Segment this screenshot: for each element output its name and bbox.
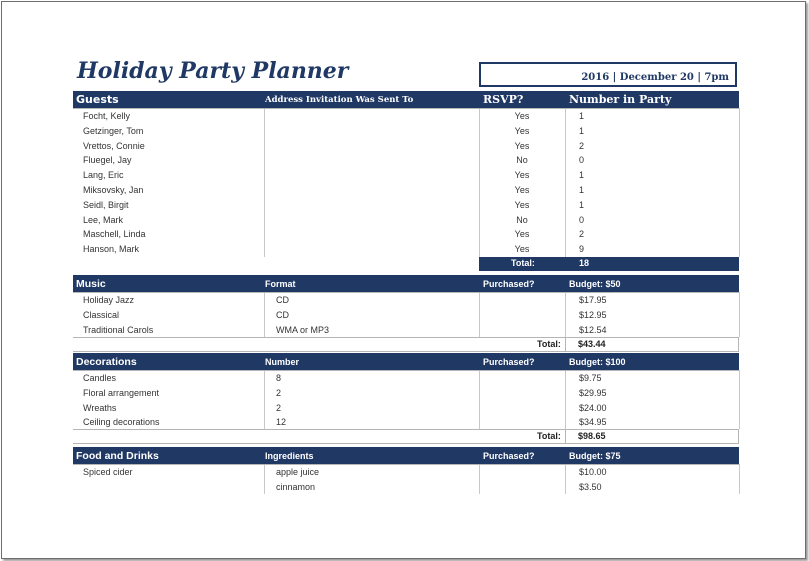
page-title: Holiday Party Planner (77, 58, 349, 84)
music-total-label: Total: (537, 339, 561, 349)
food-section (73, 447, 739, 494)
music-cost: $12.95 (579, 309, 607, 320)
decoration-row (73, 370, 739, 386)
decorations-purchased-heading: Purchased? (483, 357, 535, 367)
food-detail: cinnamon (276, 481, 316, 492)
music-total-row (73, 337, 739, 352)
decorations-heading: Decorations (76, 356, 137, 368)
guest-row (73, 213, 739, 228)
decorations-list (73, 370, 739, 429)
guest-rsvp: Yes (514, 140, 530, 151)
guest-row (73, 183, 739, 198)
decorations-total-value: $98.65 (578, 431, 606, 441)
decorations-section (73, 353, 739, 444)
decoration-cost: $9.75 (579, 373, 602, 383)
guest-rsvp: Yes (514, 199, 530, 210)
music-purchased-heading: Purchased? (483, 279, 535, 289)
decorations-total-row (73, 429, 739, 444)
decoration-row (73, 401, 739, 416)
guest-name: Hanson, Mark (83, 244, 140, 255)
decoration-row (73, 415, 739, 430)
food-budget-heading: Budget: $75 (569, 451, 621, 461)
decorations-budget-heading: Budget: $100 (569, 357, 626, 367)
food-cost: $10.00 (579, 467, 607, 477)
music-row (73, 292, 739, 308)
guests-heading: Guests (76, 93, 119, 106)
guest-rsvp: Yes (514, 170, 530, 181)
guest-party-count: 1 (579, 184, 585, 195)
guest-row (73, 227, 739, 242)
decoration-cost: $29.95 (579, 387, 607, 398)
guest-name: Focht, Kelly (83, 111, 131, 121)
music-header (73, 275, 739, 292)
guest-rsvp: No (516, 214, 528, 225)
music-format-heading: Format (265, 279, 296, 289)
guest-name: Seidl, Birgit (83, 199, 129, 210)
decoration-item: Ceiling decorations (83, 417, 160, 428)
music-detail: CD (276, 295, 289, 305)
music-total-value: $43.44 (578, 339, 606, 349)
decoration-detail: 12 (276, 417, 287, 428)
food-header (73, 447, 739, 464)
guest-name: Getzinger, Tom (83, 125, 144, 136)
food-row (73, 480, 739, 495)
food-detail: apple juice (276, 467, 320, 477)
guests-total-label: Total: (511, 258, 535, 268)
decoration-item: Wreaths (83, 402, 117, 413)
guest-rsvp: Yes (514, 125, 530, 136)
guest-row (73, 153, 739, 168)
guests-total-value: 18 (579, 258, 590, 268)
guest-name: Fluegel, Jay (83, 155, 132, 166)
guest-party-count: 0 (579, 155, 585, 166)
guests-total-row (73, 257, 739, 271)
guest-party-count: 1 (579, 111, 585, 121)
guest-party-count: 2 (579, 140, 585, 151)
music-detail: CD (276, 309, 289, 320)
guest-party-count: 1 (579, 170, 585, 181)
decoration-item: Candles (83, 373, 117, 383)
guest-row (73, 168, 739, 183)
music-budget-heading: Budget: $50 (569, 279, 621, 289)
address-heading: Address Invitation Was Sent To (265, 95, 414, 105)
music-heading: Music (76, 278, 106, 290)
guests-section (73, 91, 739, 271)
guests-header (73, 91, 739, 108)
guest-row (73, 124, 739, 139)
guest-rsvp: Yes (514, 111, 530, 121)
music-item: Classical (83, 309, 120, 320)
decorations-total-label: Total: (537, 431, 561, 441)
decoration-cost: $34.95 (579, 417, 607, 428)
guest-rsvp: Yes (514, 244, 530, 255)
music-list (73, 292, 739, 337)
guest-name: Lang, Eric (83, 170, 124, 181)
food-cost: $3.50 (579, 481, 602, 492)
decoration-detail: 2 (276, 387, 282, 398)
food-item: Spiced cider (83, 467, 133, 477)
guest-name: Lee, Mark (83, 214, 124, 225)
music-cost: $12.54 (579, 324, 607, 335)
decoration-item: Floral arrangement (83, 387, 160, 398)
guest-list (73, 108, 739, 257)
guest-party-count: 0 (579, 214, 585, 225)
decoration-row (73, 386, 739, 401)
food-heading: Food and Drinks (76, 450, 159, 462)
guest-name: Maschell, Linda (83, 229, 146, 240)
music-item: Holiday Jazz (83, 295, 135, 305)
music-item: Traditional Carols (83, 324, 154, 335)
decoration-detail: 2 (276, 402, 282, 413)
decoration-cost: $24.00 (579, 402, 607, 413)
guest-rsvp: Yes (514, 184, 530, 195)
guest-name: Vrettos, Connie (83, 140, 145, 151)
guest-row (73, 108, 739, 124)
guest-row (73, 198, 739, 213)
guest-party-count: 1 (579, 199, 585, 210)
decorations-header (73, 353, 739, 370)
music-section (73, 275, 739, 352)
food-list (73, 464, 739, 494)
guest-party-count: 9 (579, 244, 585, 255)
guest-rsvp: Yes (514, 229, 530, 240)
guest-party-count: 1 (579, 125, 585, 136)
guest-row (73, 139, 739, 154)
guest-name: Miksovsky, Jan (83, 184, 144, 195)
decoration-detail: 8 (276, 373, 282, 383)
music-cost: $17.95 (579, 295, 607, 305)
rsvp-heading: RSVP? (483, 93, 524, 106)
music-row (73, 323, 739, 338)
decorations-number-heading: Number (265, 357, 300, 367)
music-row (73, 308, 739, 323)
number-in-party-heading: Number in Party (569, 93, 672, 106)
guest-row (73, 242, 739, 257)
guest-rsvp: No (516, 155, 528, 166)
guest-party-count: 2 (579, 229, 585, 240)
event-date: 2016 | December 20 | 7pm (479, 62, 737, 87)
food-row (73, 464, 739, 480)
food-purchased-heading: Purchased? (483, 451, 535, 461)
music-detail: WMA or MP3 (276, 324, 330, 335)
food-ingredients-heading: Ingredients (265, 451, 314, 461)
